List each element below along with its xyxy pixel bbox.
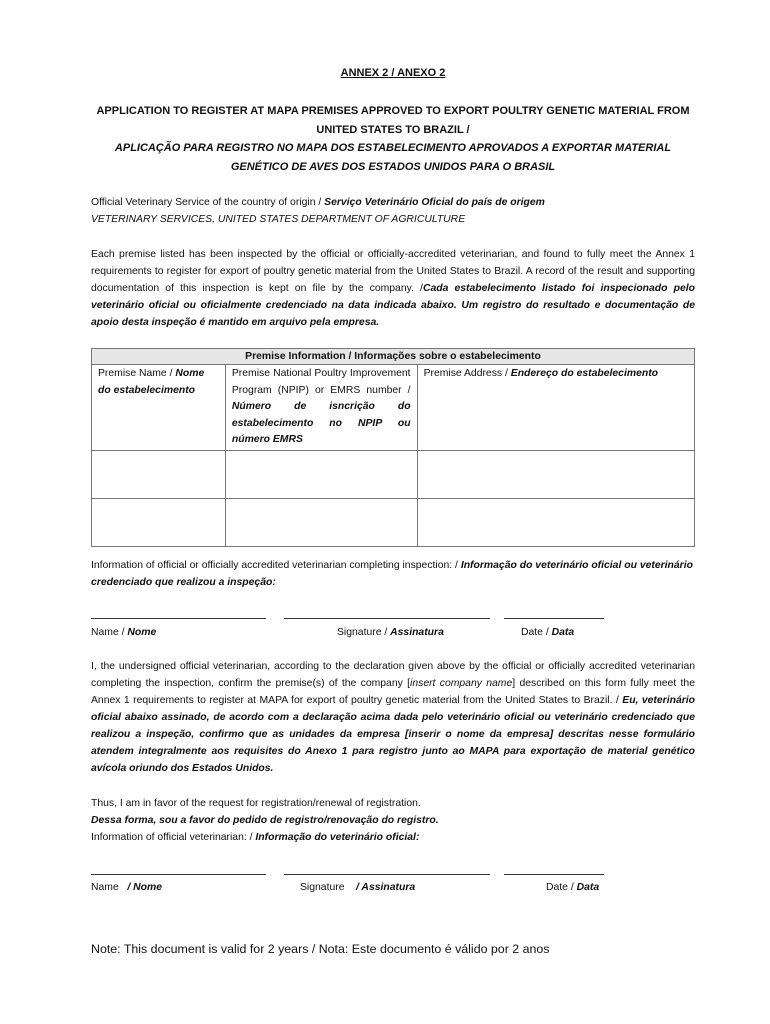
col-npip-number-pt: Número de isncrição do estabelecimento no NPIP ou número EMRS [231,401,411,445]
declaration-pt: Eu, veterinário oficial abaixo assinado, de acordo com a declaração acima dada pelo veterinário oficial ou veterinário credenciado que realizou a inspeção, confirmo que as unidades da empresa [inserir o nome da empresa] descritas nesse formulário atendem integralmente aos requisites do Anexo 1 para registro junto ao MAPA para exportação de material genético avícola oriundo dos Estados Unidos. [91,695,696,774]
service-value: VETERINARY SERVICES, UNITED STATES DEPARTMENT OF AGRICULTURE [91,214,466,225]
official-signature-label [300,879,415,896]
veterinary-service-section [91,194,695,228]
table-row [92,498,695,546]
inspector-label-en: Information of official or officially accredited veterinarian completing inspection: / [91,560,461,571]
official-name-en: Name [91,882,119,893]
inspector-signature-line[interactable] [284,618,490,619]
inspector-date-en: Date / [521,627,552,638]
npip-number-cell[interactable] [225,450,417,498]
company-name-placeholder: insert company name [410,678,513,689]
official-info-label [91,829,695,846]
premise-table-header: Premise Information / Informações sobre o estabelecimento [92,349,695,365]
inspector-name-pt: Nome [127,627,157,638]
validity-note: Note: This document is valid for 2 years / Nota: Este documento é válido por 2 anos [91,942,550,956]
service-label-pt: Serviço Veterinário Oficial do país de origem [324,197,545,208]
inspector-name-en: Name / [91,627,128,638]
inspector-date-line[interactable] [504,618,604,619]
col-npip-number-en: Premise National Poultry Improvement Program (NPIP) or EMRS number / [231,368,411,396]
col-premise-address [417,365,694,451]
official-name-label [91,879,162,896]
favor-pt: Dessa forma, sou a favor do pedido de registro/renovação do registro. [91,815,439,826]
table-row [92,450,695,498]
statement-en: Each premise listed has been inspected by the official or officially-accredited veterinarian, and found to fully meet the Annex 1 requirements to register for export of poultry genetic material from the United States to Brazil. A record of the result and supporting documentation of this inspection is kept on file by the company. / [91,249,695,294]
col-premise-address-en: Premise Address / [423,368,511,379]
official-name-line[interactable] [91,874,266,875]
inspector-info-label [91,557,695,591]
official-name-pt: / Nome [127,882,163,893]
official-date-pt: Data [576,882,600,893]
favor-en: Thus, I am in favor of the request for registration/renewal of registration. [91,798,421,809]
favor-section [91,795,695,846]
annex-heading: ANNEX 2 / ANEXO 2 [340,67,446,79]
title-portuguese: APLICAÇÃO PARA REGISTRO NO MAPA DOS ESTABELECIMENTO APROVADOS A EXPORTAR MATERIAL GENÉTICO DE AVES DOS ESTADOS UNIDOS PARA O BRASIL [114,142,672,173]
declaration-en-1: I, the undersigned official veterinarian, according to the declaration given above by the official or officially accredited veterinarian completing the inspection, confirm the premise(s) of the company [ [91,661,695,689]
service-label [91,194,695,211]
inspector-name-label [91,624,156,641]
official-date-label [546,879,599,896]
official-date-en: Date / [546,882,577,893]
col-premise-name-en: Premise Name / [98,368,176,379]
premise-table [91,348,695,547]
official-sig-pt: / Assinatura [356,882,416,893]
inspector-date-pt: Data [551,627,575,638]
premise-table-column-headers [92,365,695,451]
declaration-en-2: ] described on this form fully meet the Annex 1 requirements to register at MAPA for export of poultry genetic material from the United States to Brazil. / [91,678,695,706]
npip-number-cell[interactable] [225,498,417,546]
document-title [91,102,695,176]
inspector-label-pt: Informação do veterinário oficial ou veterinário credenciado que realizou a inspeção: [91,560,693,588]
col-premise-name [92,365,226,451]
col-premise-address-pt: Endereço do estabelecimento [510,368,659,379]
official-signature-line[interactable] [284,874,490,875]
service-label-en: Official Veterinary Service of the country of origin / [91,197,325,208]
inspector-signature-label [337,624,444,641]
premise-name-cell[interactable] [92,450,226,498]
col-npip-number [225,365,417,451]
col-premise-name-pt: Nome do estabelecimento [98,368,205,396]
official-sig-en: Signature [300,882,345,893]
statement-pt: Cada estabelecimento listado foi inspecionado pelo veterinário oficial ou oficialmente credenciado na data indicada abaixo. Um registro do resultado e documentação de apoio desta inspeção é mantido em arquivo pela empresa. [91,283,695,328]
inspector-sig-pt: Assinatura [390,627,444,638]
inspection-statement [91,246,695,331]
title-english: APPLICATION TO REGISTER AT MAPA PREMISES APPROVED TO EXPORT POULTRY GENETIC MATERIAL FROM UNITED STATES TO BRAZIL / [96,105,690,136]
official-declaration [91,658,695,777]
official-info-en: Information of official veterinarian: / [91,832,256,843]
premise-address-cell[interactable] [417,450,694,498]
official-date-line[interactable] [504,874,604,875]
official-info-pt: Informação do veterinário oficial: [255,832,420,843]
inspector-name-line[interactable] [91,618,266,619]
inspector-sig-en: Signature / [337,627,391,638]
inspector-date-label [521,624,574,641]
premise-name-cell[interactable] [92,498,226,546]
premise-address-cell[interactable] [417,498,694,546]
